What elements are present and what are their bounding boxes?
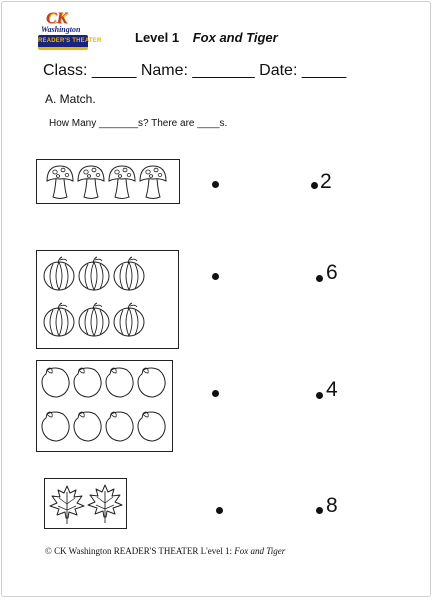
mushroom <box>47 166 73 199</box>
mushroom-picture-box <box>36 159 180 204</box>
leaf <box>88 485 122 523</box>
lemons-drawing <box>37 361 172 451</box>
pumpkin <box>44 257 74 290</box>
pumpkin-picture-box <box>36 250 179 349</box>
pumpkin <box>79 257 109 290</box>
lemon <box>138 368 165 397</box>
pumpkin <box>114 257 144 290</box>
mushroom <box>140 166 166 199</box>
pumpkins-drawing <box>37 251 178 348</box>
mushroom <box>78 166 104 199</box>
match-dot-left-4[interactable] <box>216 507 223 514</box>
leaves-drawing <box>45 479 126 528</box>
logo <box>37 10 102 54</box>
match-dot-right-4[interactable] <box>316 507 323 514</box>
number-option-4: 8 <box>326 494 338 517</box>
lemon <box>106 368 133 397</box>
logo-mark: CK <box>46 10 68 27</box>
footer-story-title: Fox and Tiger <box>234 546 286 556</box>
match-dot-right-2[interactable] <box>316 275 323 282</box>
number-option-2: 6 <box>326 261 338 284</box>
story-title: Fox and Tiger <box>192 30 278 45</box>
lemon <box>138 412 165 441</box>
mushroom <box>109 166 135 199</box>
pumpkin <box>44 303 74 336</box>
pumpkin <box>114 303 144 336</box>
lemon-picture-box <box>36 360 173 452</box>
worksheet-title <box>135 30 278 45</box>
lemon <box>74 368 101 397</box>
level-label: Level 1 <box>135 30 180 45</box>
pumpkin <box>79 303 109 336</box>
logo-book-band: READER'S THEATER <box>38 35 88 50</box>
leaf <box>50 486 84 524</box>
footer-text: © CK Washington READER'S THEATER L'evel 1: <box>45 546 235 556</box>
match-dot-right-1[interactable] <box>311 182 318 189</box>
match-dot-left-2[interactable] <box>212 273 219 280</box>
lemon <box>106 412 133 441</box>
student-info-line: Class: _____ Name: _______ Date: _____ <box>43 62 347 79</box>
lemon <box>42 368 69 397</box>
mushrooms-drawing <box>37 160 179 203</box>
match-dot-right-3[interactable] <box>316 392 323 399</box>
lemon <box>74 412 101 441</box>
leaf-picture-box <box>44 478 127 529</box>
lemon <box>42 412 69 441</box>
logo-sub: Washington <box>41 25 81 34</box>
number-option-3: 4 <box>326 378 338 401</box>
section-heading: A. Match. <box>45 92 96 106</box>
number-option-1: 2 <box>320 170 332 193</box>
copyright-footer <box>45 546 285 556</box>
instruction-text: How Many _______s? There are ____s. <box>49 118 228 129</box>
match-dot-left-1[interactable] <box>212 181 219 188</box>
match-dot-left-3[interactable] <box>212 390 219 397</box>
